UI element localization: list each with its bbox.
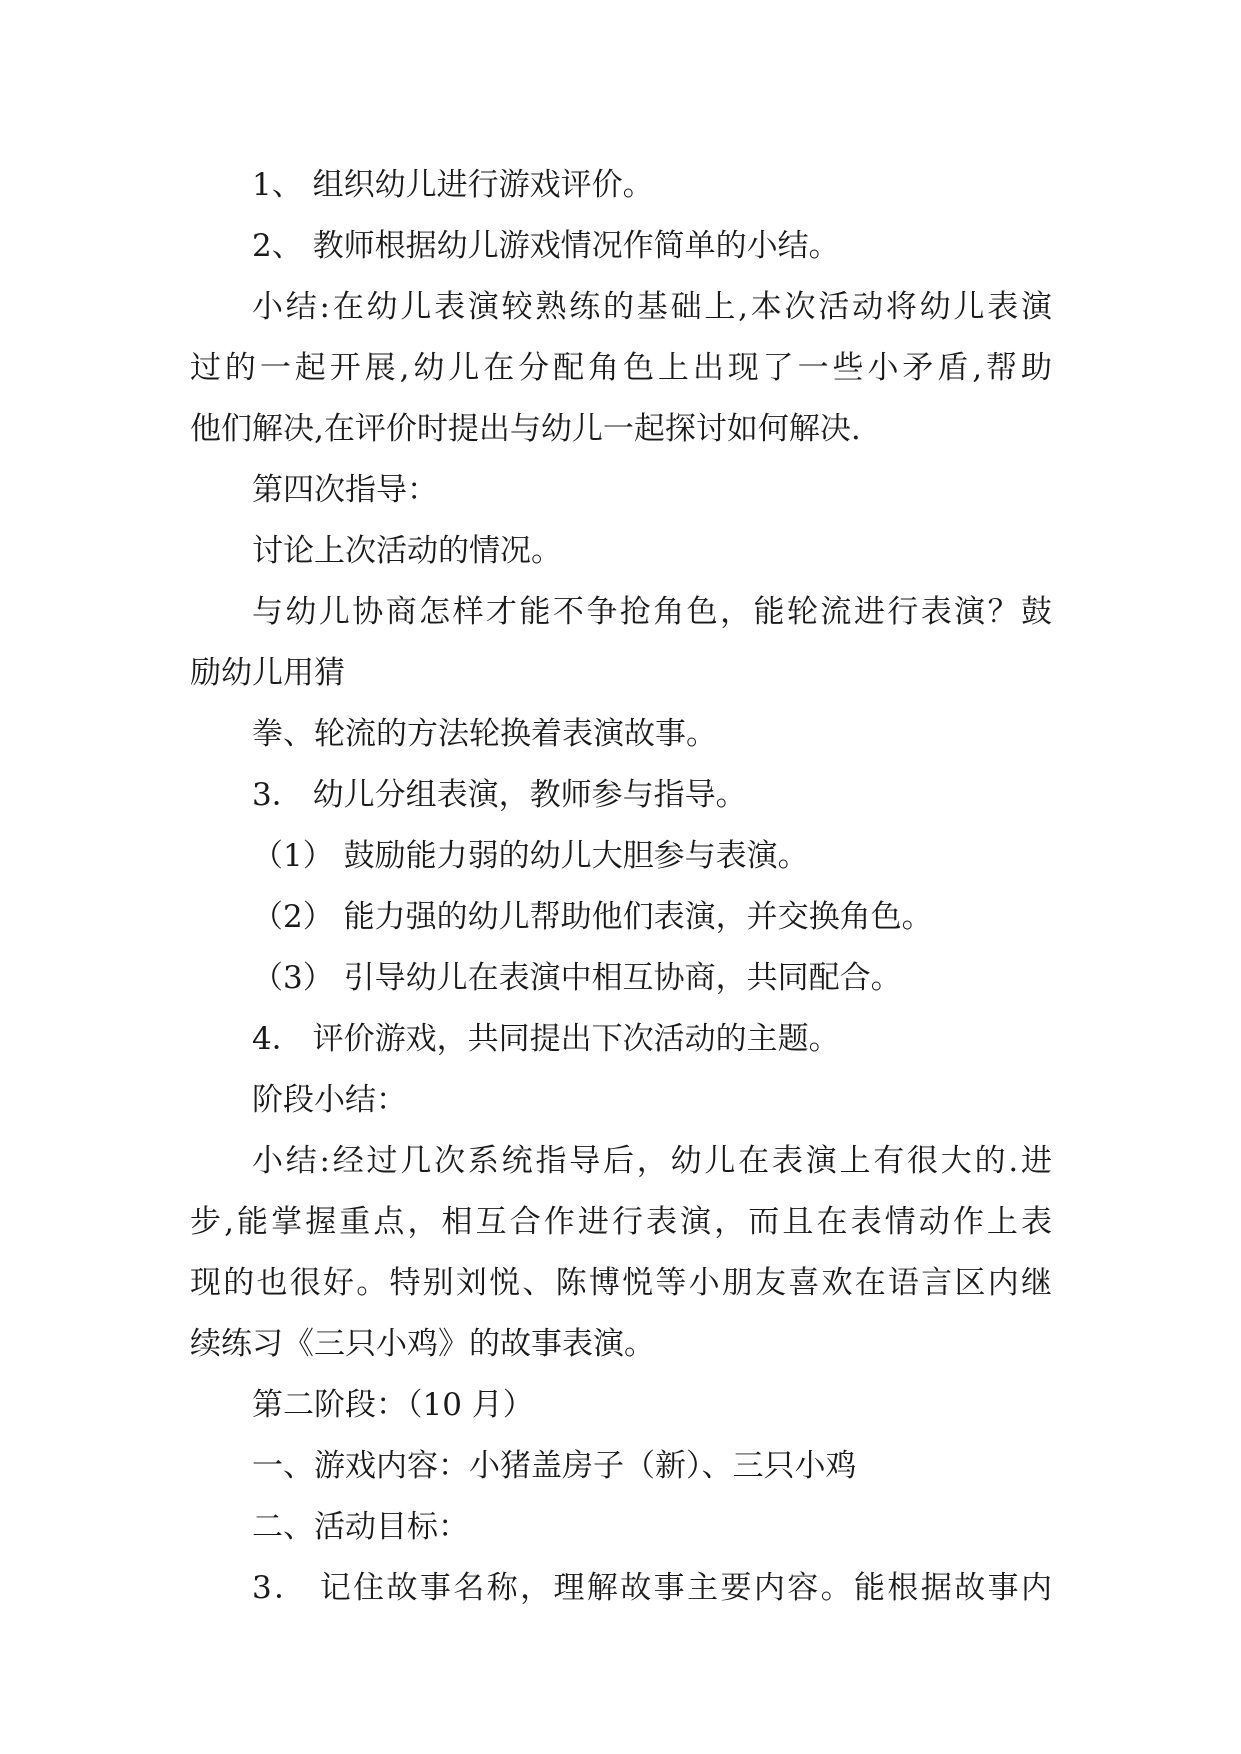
paragraph-line: 小结:在幼儿表演较熟练的基础上,本次活动将幼儿表演 bbox=[252, 289, 1052, 325]
paragraph-line: 一、游戏内容：小猪盖房子（新）、三只小鸡 bbox=[252, 1448, 857, 1484]
paragraph-line: 小结:经过几次系统指导后，幼儿在表演上有很大的.进 bbox=[252, 1143, 1052, 1179]
paragraph-line: 2、 教师根据幼儿游戏情况作简单的小结。 bbox=[252, 228, 840, 264]
paragraph-line: 励幼儿用猜 bbox=[190, 655, 345, 691]
paragraph-line: 步,能掌握重点，相互合作进行表演，而且在表情动作上表 bbox=[190, 1204, 1052, 1240]
list-item: 3． 幼儿分组表演，教师参与指导。 bbox=[252, 777, 747, 813]
list-item: 4． 评价游戏，共同提出下次活动的主题。 bbox=[252, 1021, 840, 1057]
paragraph-line: 续练习《三只小鸡》的故事表演。 bbox=[190, 1326, 655, 1362]
paragraph-line: 拳、轮流的方法轮换着表演故事。 bbox=[252, 716, 717, 752]
paragraph-line: 他们解决,在评价时提出与幼儿一起探讨如何解决. bbox=[190, 411, 861, 447]
paragraph-line: 与幼儿协商怎样才能不争抢角色，能轮流进行表演？鼓 bbox=[252, 594, 1052, 630]
document-body bbox=[190, 155, 1052, 1619]
section-heading: 阶段小结： bbox=[252, 1082, 407, 1118]
paragraph-line: 讨论上次活动的情况。 bbox=[252, 533, 562, 569]
paragraph-line: 二、活动目标： bbox=[252, 1509, 469, 1545]
paragraph-line: 1、 组织幼儿进行游戏评价。 bbox=[252, 167, 654, 203]
sub-list-item: （3） 引导幼儿在表演中相互协商，共同配合。 bbox=[252, 960, 902, 996]
section-heading: 第二阶段：（10 月） bbox=[252, 1387, 534, 1423]
section-heading: 第四次指导： bbox=[252, 472, 438, 508]
paragraph-line: 过的一起开展,幼儿在分配角色上出现了一些小矛盾,帮助 bbox=[190, 350, 1052, 386]
paragraph-line: 现的也很好。特别刘悦、陈博悦等小朋友喜欢在语言区内继 bbox=[190, 1265, 1052, 1301]
sub-list-item: （2） 能力强的幼儿帮助他们表演，并交换角色。 bbox=[252, 899, 933, 935]
list-item: 3． 记住故事名称，理解故事主要内容。能根据故事内 bbox=[252, 1570, 1052, 1606]
sub-list-item: （1） 鼓励能力弱的幼儿大胆参与表演。 bbox=[252, 838, 809, 874]
